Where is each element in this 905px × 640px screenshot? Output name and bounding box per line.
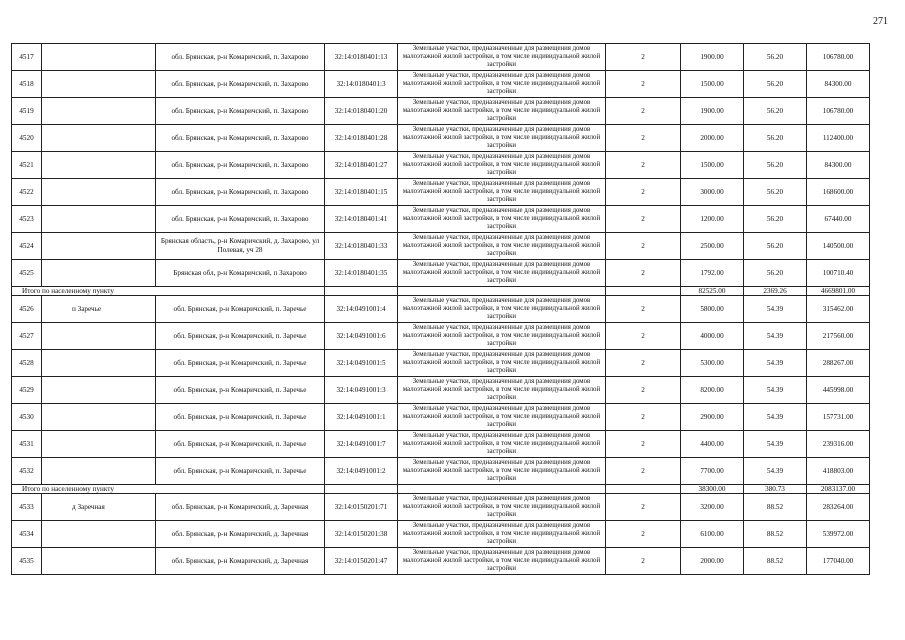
table-row [12,548,870,575]
area-cell: 1792.00 [681,260,744,287]
address-cell: обл. Брянская, р-н Комаричский, п. Заречье [156,377,325,404]
row-number-cell: 4530 [12,404,42,431]
cadastral-value-cell: 217560.00 [807,323,870,350]
locality-cell [42,323,156,350]
cadastral-value-cell: 106780.00 [807,44,870,71]
cadastral-number-cell: 32:14:0180401:33 [325,233,398,260]
row-number-cell: 4519 [12,98,42,125]
table-row [12,98,870,125]
land-purpose-cell: Земельные участки, предназначенные для размещения домов малоэтажной жилой застройки, в том числе индивидуальной жилой застройки [398,458,606,485]
cadastral-value-cell: 112400.00 [807,125,870,152]
locality-cell [42,44,156,71]
area-cell: 7700.00 [681,458,744,485]
land-purpose-cell: Земельные участки, предназначенные для размещения домов малоэтажной жилой застройки, в том числе индивидуальной жилой застройки [398,494,606,521]
cadastral-number-cell: 32:14:0180401:3 [325,71,398,98]
address-cell: обл. Брянская, р-н Комаричский, п. Заречье [156,323,325,350]
table-row [12,206,870,233]
row-number-cell: 4520 [12,125,42,152]
group-cell: 2 [606,296,681,323]
land-purpose-cell: Земельные участки, предназначенные для размещения домов малоэтажной жилой застройки, в том числе индивидуальной жилой застройки [398,179,606,206]
table-row [12,404,870,431]
row-number-cell: 4523 [12,206,42,233]
land-purpose-cell: Земельные участки, предназначенные для размещения домов малоэтажной жилой застройки, в том числе индивидуальной жилой застройки [398,323,606,350]
cadastral-number-cell: 32:14:0180401:35 [325,260,398,287]
area-cell: 1500.00 [681,71,744,98]
area-cell: 2000.00 [681,548,744,575]
row-number-cell: 4521 [12,152,42,179]
table-row [12,431,870,458]
group-cell: 2 [606,206,681,233]
total-value-cell: 2083137.00 [807,485,870,494]
rate-cell: 56.20 [744,71,807,98]
group-cell: 2 [606,98,681,125]
empty-cell [606,485,681,494]
locality-cell [42,521,156,548]
address-cell: обл. Брянская, р-н Комаричский, п. Заречье [156,458,325,485]
table-row [12,494,870,521]
land-purpose-cell: Земельные участки, предназначенные для размещения домов малоэтажной жилой застройки, в том числе индивидуальной жилой застройки [398,548,606,575]
locality-cell [42,377,156,404]
area-cell: 8200.00 [681,377,744,404]
locality-cell [42,98,156,125]
locality-cell [42,458,156,485]
row-number-cell: 4522 [12,179,42,206]
cadastral-value-cell: 106780.00 [807,98,870,125]
rate-cell: 56.20 [744,152,807,179]
cadastral-number-cell: 32:14:0150201:38 [325,521,398,548]
address-cell: обл. Брянская, р-н Комаричский, д. Заречная [156,521,325,548]
land-purpose-cell: Земельные участки, предназначенные для размещения домов малоэтажной жилой застройки, в том числе индивидуальной жилой застройки [398,350,606,377]
address-cell: обл. Брянская, р-н Комаричский, п. Захарово [156,98,325,125]
locality-cell [42,125,156,152]
group-cell: 2 [606,404,681,431]
land-purpose-cell: Земельные участки, предназначенные для размещения домов малоэтажной жилой застройки, в том числе индивидуальной жилой застройки [398,71,606,98]
empty-cell [398,287,606,296]
group-cell: 2 [606,152,681,179]
cadastral-value-cell: 157731.00 [807,404,870,431]
row-number-cell: 4533 [12,494,42,521]
address-cell: обл. Брянская, р-н Комаричский, п. Захарово [156,152,325,179]
total-area-cell: 38300.00 [681,485,744,494]
cadastral-number-cell: 32:14:0491001:6 [325,323,398,350]
table-row [12,377,870,404]
area-cell: 2500.00 [681,233,744,260]
cadastral-number-cell: 32:14:0180401:41 [325,206,398,233]
locality-cell: д Заречная [42,494,156,521]
total-rate-cell: 380.73 [744,485,807,494]
total-rate-cell: 2369.26 [744,287,807,296]
area-cell: 3200.00 [681,494,744,521]
group-cell: 2 [606,458,681,485]
table-row [12,350,870,377]
address-cell: обл. Брянская, р-н Комаричский, п. Заречье [156,431,325,458]
land-purpose-cell: Земельные участки, предназначенные для размещения домов малоэтажной жилой застройки, в том числе индивидуальной жилой застройки [398,152,606,179]
rate-cell: 54.39 [744,350,807,377]
area-cell: 6100.00 [681,521,744,548]
rate-cell: 54.39 [744,404,807,431]
address-cell: обл. Брянская, р-н Комаричский, д. Заречная [156,548,325,575]
address-cell: обл. Брянская, р-н Комаричский, п. Захарово [156,206,325,233]
group-cell: 2 [606,233,681,260]
land-purpose-cell: Земельные участки, предназначенные для размещения домов малоэтажной жилой застройки, в том числе индивидуальной жилой застройки [398,44,606,71]
cadastral-value-cell: 140500.00 [807,233,870,260]
table-row [12,152,870,179]
area-cell: 5800.00 [681,296,744,323]
cadastral-value-cell: 177040.00 [807,548,870,575]
land-purpose-cell: Земельные участки, предназначенные для размещения домов малоэтажной жилой застройки, в том числе индивидуальной жилой застройки [398,206,606,233]
empty-cell [606,287,681,296]
area-cell: 5300.00 [681,350,744,377]
group-cell: 2 [606,431,681,458]
cadastral-number-cell: 32:14:0150201:71 [325,494,398,521]
page-number: 271 [873,16,888,27]
rate-cell: 56.20 [744,260,807,287]
table-row [12,323,870,350]
cadastral-number-cell: 32:14:0491001:2 [325,458,398,485]
row-number-cell: 4529 [12,377,42,404]
rate-cell: 88.52 [744,494,807,521]
cadastral-number-cell: 32:14:0491001:7 [325,431,398,458]
table-row [12,125,870,152]
locality-cell [42,179,156,206]
row-number-cell: 4524 [12,233,42,260]
rate-cell: 54.39 [744,431,807,458]
land-purpose-cell: Земельные участки, предназначенные для размещения домов малоэтажной жилой застройки, в том числе индивидуальной жилой застройки [398,404,606,431]
address-cell: обл. Брянская, р-н Комаричский, п. Заречье [156,296,325,323]
locality-cell [42,233,156,260]
table-row [12,233,870,260]
cadastral-value-cell: 67440.00 [807,206,870,233]
row-number-cell: 4528 [12,350,42,377]
locality-cell: п Заречье [42,296,156,323]
cadastral-number-cell: 32:14:0491001:1 [325,404,398,431]
land-purpose-cell: Земельные участки, предназначенные для размещения домов малоэтажной жилой застройки, в том числе индивидуальной жилой застройки [398,98,606,125]
cadastral-value-cell: 84300.00 [807,152,870,179]
row-number-cell: 4518 [12,71,42,98]
rate-cell: 56.20 [744,125,807,152]
address-cell: обл. Брянская, р-н Комаричский, п. Заречье [156,404,325,431]
table-row [12,71,870,98]
land-purpose-cell: Земельные участки, предназначенные для размещения домов малоэтажной жилой застройки, в том числе индивидуальной жилой застройки [398,521,606,548]
area-cell: 4400.00 [681,431,744,458]
total-area-cell: 82525.00 [681,287,744,296]
area-cell: 1200.00 [681,206,744,233]
table-row [12,44,870,71]
locality-cell [42,350,156,377]
table-row [12,179,870,206]
group-cell: 2 [606,179,681,206]
address-cell: обл. Брянская, р-н Комаричский, д. Заречная [156,494,325,521]
row-number-cell: 4534 [12,521,42,548]
table-row [12,521,870,548]
row-number-cell: 4532 [12,458,42,485]
empty-cell [325,287,398,296]
rate-cell: 54.39 [744,323,807,350]
area-cell: 1900.00 [681,98,744,125]
rate-cell: 88.52 [744,521,807,548]
table-row [12,260,870,287]
group-cell: 2 [606,350,681,377]
group-cell: 2 [606,323,681,350]
total-label-cell: Итого по населенному пункту [12,485,325,494]
area-cell: 2000.00 [681,125,744,152]
land-purpose-cell: Земельные участки, предназначенные для размещения домов малоэтажной жилой застройки, в том числе индивидуальной жилой застройки [398,296,606,323]
group-cell: 2 [606,494,681,521]
locality-cell [42,152,156,179]
cadastral-number-cell: 32:14:0150201:47 [325,548,398,575]
cadastral-value-cell: 418803.00 [807,458,870,485]
locality-cell [42,260,156,287]
address-cell: Брянская обл, р-н Комаричский, п Захарово [156,260,325,287]
row-number-cell: 4525 [12,260,42,287]
cadastral-value-cell: 445998.00 [807,377,870,404]
cadastral-value-table [11,43,870,575]
cadastral-value-cell: 315462.00 [807,296,870,323]
row-number-cell: 4535 [12,548,42,575]
rate-cell: 56.20 [744,206,807,233]
area-cell: 4000.00 [681,323,744,350]
total-row [12,287,870,296]
address-cell: обл. Брянская, р-н Комаричский, п. Захарово [156,125,325,152]
land-purpose-cell: Земельные участки, предназначенные для размещения домов малоэтажной жилой застройки, в том числе индивидуальной жилой застройки [398,125,606,152]
land-purpose-cell: Земельные участки, предназначенные для размещения домов малоэтажной жилой застройки, в том числе индивидуальной жилой застройки [398,431,606,458]
address-cell: обл. Брянская, р-н Комаричский, п. Захарово [156,179,325,206]
group-cell: 2 [606,125,681,152]
area-cell: 1500.00 [681,152,744,179]
cadastral-number-cell: 32:14:0180401:15 [325,179,398,206]
locality-cell [42,431,156,458]
group-cell: 2 [606,377,681,404]
address-cell: обл. Брянская, р-н Комаричский, п. Захарово [156,71,325,98]
total-value-cell: 4669801.00 [807,287,870,296]
address-cell: Брянская область, р-н Комаричский, д. Захарово, ул Полевая, уч 28 [156,233,325,260]
row-number-cell: 4526 [12,296,42,323]
address-cell: обл. Брянская, р-н Комаричский, п. Захарово [156,44,325,71]
cadastral-value-cell: 168600.00 [807,179,870,206]
area-cell: 2900.00 [681,404,744,431]
cadastral-value-cell: 288267.00 [807,350,870,377]
rate-cell: 54.39 [744,458,807,485]
locality-cell [42,206,156,233]
rate-cell: 56.20 [744,179,807,206]
rate-cell: 54.39 [744,296,807,323]
total-row [12,485,870,494]
cadastral-number-cell: 32:14:0491001:4 [325,296,398,323]
rate-cell: 56.20 [744,98,807,125]
group-cell: 2 [606,548,681,575]
row-number-cell: 4517 [12,44,42,71]
empty-cell [398,485,606,494]
cadastral-number-cell: 32:14:0180401:28 [325,125,398,152]
cadastral-number-cell: 32:14:0491001:3 [325,377,398,404]
area-cell: 3000.00 [681,179,744,206]
locality-cell [42,404,156,431]
rate-cell: 56.20 [744,44,807,71]
locality-cell [42,548,156,575]
cadastral-value-cell: 100710.40 [807,260,870,287]
land-purpose-cell: Земельные участки, предназначенные для размещения домов малоэтажной жилой застройки, в том числе индивидуальной жилой застройки [398,233,606,260]
empty-cell [325,485,398,494]
rate-cell: 56.20 [744,233,807,260]
table-row [12,296,870,323]
group-cell: 2 [606,260,681,287]
land-purpose-cell: Земельные участки, предназначенные для размещения домов малоэтажной жилой застройки, в том числе индивидуальной жилой застройки [398,260,606,287]
group-cell: 2 [606,521,681,548]
cadastral-number-cell: 32:14:0180401:13 [325,44,398,71]
cadastral-number-cell: 32:14:0180401:27 [325,152,398,179]
row-number-cell: 4527 [12,323,42,350]
group-cell: 2 [606,44,681,71]
cadastral-value-cell: 283264.00 [807,494,870,521]
locality-cell [42,71,156,98]
address-cell: обл. Брянская, р-н Комаричский, п. Заречье [156,350,325,377]
total-label-cell: Итого по населенному пункту [12,287,325,296]
area-cell: 1900.00 [681,44,744,71]
row-number-cell: 4531 [12,431,42,458]
cadastral-number-cell: 32:14:0491001:5 [325,350,398,377]
group-cell: 2 [606,71,681,98]
cadastral-number-cell: 32:14:0180401:20 [325,98,398,125]
cadastral-value-cell: 539972.00 [807,521,870,548]
cadastral-value-cell: 84300.00 [807,71,870,98]
cadastral-value-cell: 239316.00 [807,431,870,458]
rate-cell: 88.52 [744,548,807,575]
rate-cell: 54.39 [744,377,807,404]
land-purpose-cell: Земельные участки, предназначенные для размещения домов малоэтажной жилой застройки, в том числе индивидуальной жилой застройки [398,377,606,404]
table-row [12,458,870,485]
